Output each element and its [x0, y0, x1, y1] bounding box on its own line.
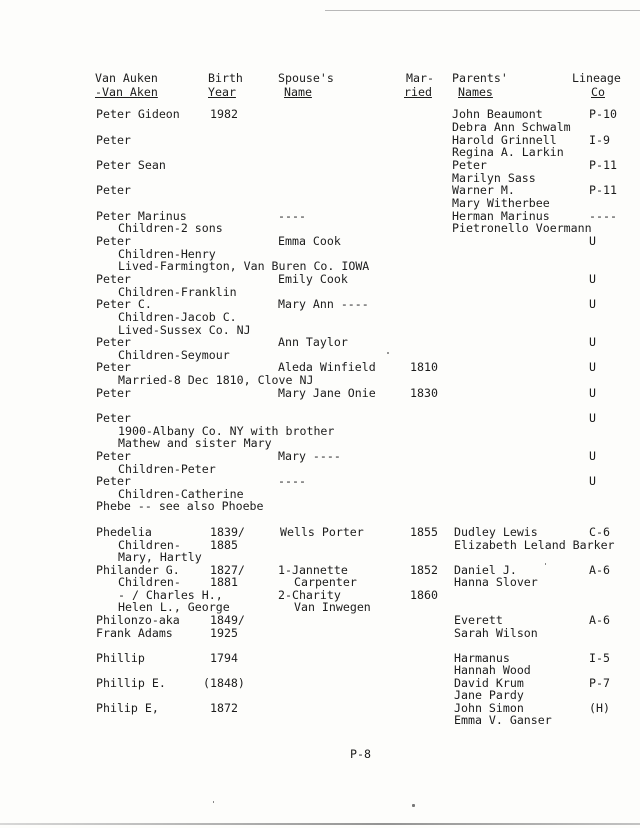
record-text: Helen L., George	[118, 600, 230, 614]
record-text: 1860	[410, 588, 438, 602]
record-text: 1885	[210, 538, 238, 552]
record-text: Harold Grinnell	[452, 133, 557, 147]
record-text: 1794	[210, 651, 238, 665]
record-text: Children-Catherine	[118, 487, 244, 501]
record-text: 1-Jannette	[278, 563, 348, 577]
record-text: 1925	[210, 626, 238, 640]
record-text: Peter Sean	[96, 158, 166, 172]
record-text: Peter	[96, 133, 131, 147]
record-text: Dudley Lewis	[454, 525, 538, 539]
record-text: Warner M.	[452, 183, 515, 197]
record-text: 1881	[210, 575, 238, 589]
record-text: Harmanus	[454, 651, 510, 665]
header-lineage-line2: Co	[591, 85, 605, 99]
record-text: A-6	[589, 613, 610, 627]
record-text: U	[589, 386, 596, 400]
record-text: Van Inwegen	[294, 600, 371, 614]
record-text: U	[589, 360, 596, 374]
record-text: Emma Cook	[278, 234, 341, 248]
record-text: 1810	[410, 360, 438, 374]
record-text: Frank Adams	[96, 626, 173, 640]
page-number: P-8	[350, 747, 371, 761]
header-married-line2: ried	[404, 85, 432, 99]
record-text: Debra Ann Schwalm	[452, 120, 571, 134]
record-text: Peter	[452, 158, 487, 172]
record-text: Hanna Slover	[454, 575, 538, 589]
record-text: Children-Seymour	[118, 348, 230, 362]
record-text: 1872	[210, 701, 238, 715]
record-text: ----	[278, 209, 306, 223]
record-text: Peter	[96, 335, 131, 349]
header-lineage-line1: Lineage	[572, 71, 621, 85]
record-text: P-11	[589, 183, 617, 197]
record-text: Carpenter	[294, 575, 357, 589]
record-text: C-6	[589, 525, 610, 539]
record-text: Mary ----	[278, 449, 341, 463]
record-text: 1855	[410, 525, 438, 539]
scan-speck	[213, 801, 214, 803]
header-parents-line2: Names	[458, 85, 493, 99]
record-text: Aleda Winfield	[278, 360, 376, 374]
header-spouse-line1: Spouse's	[278, 71, 334, 85]
record-text: Lived-Sussex Co. NJ	[118, 323, 251, 337]
record-text: Peter Gideon	[96, 107, 180, 121]
record-text: 1830	[410, 386, 438, 400]
record-text: Regina A. Larkin	[452, 145, 564, 159]
record-text: Mary Jane Onie	[278, 386, 376, 400]
record-text: ----	[278, 474, 306, 488]
record-text: Philip E,	[96, 701, 159, 715]
record-text: Elizabeth Leland Barker	[454, 538, 615, 552]
header-surname-line1: Van Auken	[95, 71, 158, 85]
record-text: P-11	[589, 158, 617, 172]
record-text: Jane Pardy	[454, 688, 524, 702]
header-spouse-line2: Name	[284, 85, 312, 99]
record-text: Phillip E.	[96, 676, 166, 690]
record-text: U	[589, 474, 596, 488]
record-text: Hannah Wood	[454, 663, 531, 677]
scan-speck	[545, 563, 546, 565]
record-text: P-7	[589, 676, 610, 690]
record-text: Peter	[96, 183, 131, 197]
header-birth-line2: Year	[208, 85, 236, 99]
record-text: Wells Porter	[280, 525, 364, 539]
record-text: Peter	[96, 386, 131, 400]
header-married-line1: Mar-	[406, 71, 434, 85]
record-text: Phebe -- see also Phoebe	[96, 499, 264, 513]
record-text: 1849/	[210, 613, 245, 627]
record-text: I-9	[589, 133, 610, 147]
record-text: Pietronello Voermann	[452, 221, 592, 235]
record-text: 1852	[410, 563, 438, 577]
record-text: Emily Cook	[278, 272, 348, 286]
record-text: Married-8 Dec 1810, Clove NJ	[118, 373, 314, 387]
record-text: U	[589, 411, 596, 425]
bottom-edge	[0, 823, 640, 825]
top-rule	[325, 10, 640, 11]
record-text: U	[589, 335, 596, 349]
record-text: Children-Peter	[118, 462, 216, 476]
record-text: ----	[589, 209, 617, 223]
record-text: 1900-Albany Co. NY with brother	[118, 424, 335, 438]
record-text: Peter	[96, 449, 131, 463]
record-text: U	[589, 297, 596, 311]
record-text: John Simon	[454, 701, 524, 715]
record-text: 1839/	[210, 525, 245, 539]
record-text: Sarah Wilson	[454, 626, 538, 640]
record-text: John Beaumont	[452, 107, 543, 121]
record-text: 2-Charity	[278, 588, 341, 602]
record-text: Marilyn Sass	[452, 171, 536, 185]
record-text: Philander G.	[96, 563, 180, 577]
record-text: - / Charles H.,	[118, 588, 223, 602]
record-text: Ann Taylor	[278, 335, 348, 349]
record-text: Mary, Hartly	[118, 550, 202, 564]
record-text: Mathew and sister Mary	[118, 436, 272, 450]
record-text: A-6	[589, 563, 610, 577]
record-text: Herman Marinus	[452, 209, 550, 223]
header-surname-line2: -Van Aken	[95, 85, 158, 99]
record-text: Philonzo-aka	[96, 613, 180, 627]
record-text: Peter	[96, 234, 131, 248]
record-text: Children-Jacob C.	[118, 310, 237, 324]
record-text: Children-Henry	[118, 247, 216, 261]
record-text: Emma V. Ganser	[454, 713, 552, 727]
record-text: Children-2 sons	[118, 221, 223, 235]
scan-speck	[412, 804, 415, 807]
header-birth-line1: Birth	[208, 71, 243, 85]
record-text: 1982	[210, 107, 238, 121]
record-text: Phillip	[96, 651, 145, 665]
record-text: 1827/	[210, 563, 245, 577]
record-text: (1848)	[203, 676, 245, 690]
header-parents-line1: Parents'	[452, 71, 508, 85]
record-text: P-10	[589, 107, 617, 121]
record-text: Mary Ann ----	[278, 297, 369, 311]
record-text: Peter C.	[96, 297, 152, 311]
record-text: Peter	[96, 360, 131, 374]
record-text: Children-	[118, 538, 181, 552]
record-text: Mary Witherbee	[452, 196, 550, 210]
record-text: U	[589, 272, 596, 286]
record-text: Everett	[454, 613, 503, 627]
scan-speck	[387, 352, 389, 354]
record-text: Peter Marinus	[96, 209, 187, 223]
record-text: (H)	[589, 701, 610, 715]
record-text: Peter	[96, 411, 131, 425]
record-text: Children-Franklin	[118, 285, 237, 299]
record-text: Peter	[96, 272, 131, 286]
record-text: Daniel J.	[454, 563, 517, 577]
record-text: U	[589, 449, 596, 463]
record-text: Peter	[96, 474, 131, 488]
record-text: I-5	[589, 651, 610, 665]
record-text: Phedelia	[96, 525, 152, 539]
record-text: Children-	[118, 575, 181, 589]
record-text: U	[589, 234, 596, 248]
record-text: Lived-Farmington, Van Buren Co. IOWA	[118, 259, 370, 273]
record-text: David Krum	[454, 676, 524, 690]
